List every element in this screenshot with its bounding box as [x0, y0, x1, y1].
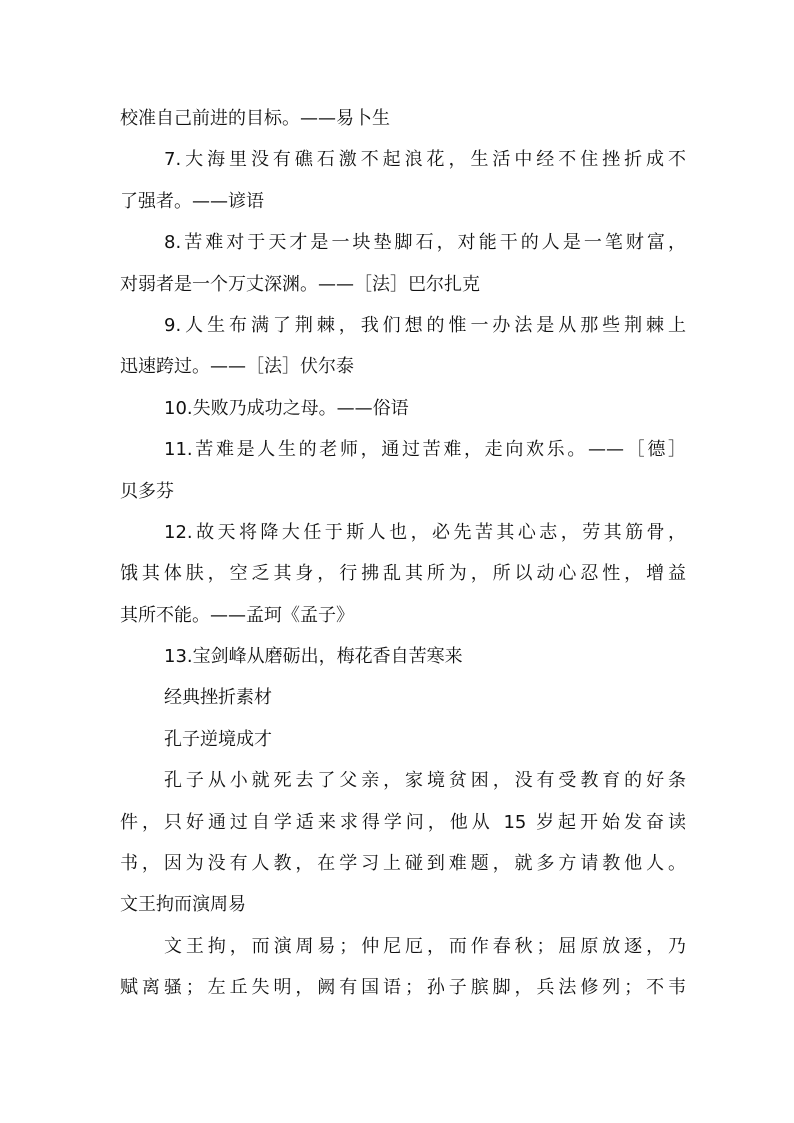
- quote-9-line-1: 9.人生布满了荆棘，我们想的惟一办法是从那些荆棘上: [164, 314, 686, 336]
- confucius-paragraph-line-2: 件，只好通过自学适来求得学问，他从 15 岁起开始发奋读: [120, 811, 686, 833]
- king-wen-paragraph-line-1: 文王拘，而演周易；仲尼厄，而作春秋；屈原放逐，乃: [164, 935, 686, 957]
- quote-7-line-1: 7.大海里没有礁石激不起浪花，生活中经不住挫折成不: [164, 149, 686, 171]
- section-heading: 经典挫折素材: [164, 687, 272, 709]
- subheading-king-wen: 文王拘而演周易: [120, 894, 246, 916]
- quote-12-line-2: 饿其体肤，空乏其身，行拂乱其所为，所以动心忍性，增益: [120, 563, 686, 585]
- quote-7-line-2: 了强者。——谚语: [120, 190, 264, 212]
- quote-10: 10.失败乃成功之母。——俗语: [164, 397, 409, 419]
- document-page: [120, 98, 686, 1009]
- confucius-paragraph-line-1: 孔子从小就死去了父亲，家境贫困，没有受教育的好条: [164, 770, 686, 792]
- king-wen-paragraph-line-2: 赋离骚；左丘失明，阙有国语；孙子膑脚，兵法修列；不韦: [120, 977, 686, 999]
- quote-9-line-2: 迅速跨过。——［法］伏尔泰: [120, 356, 354, 378]
- quote-11-line-2: 贝多芬: [120, 480, 174, 502]
- quote-13: 13.宝剑峰从磨砺出，梅花香自苦寒来: [164, 646, 463, 668]
- quote-12-line-3: 其所不能。——孟珂《孟子》: [120, 604, 354, 626]
- confucius-paragraph-line-3: 书，因为没有人教，在学习上碰到难题，就多方请教他人。: [120, 853, 686, 875]
- quote-8-line-1: 8.苦难对于天才是一块垫脚石，对能干的人是一笔财富，: [164, 232, 686, 254]
- subheading-confucius: 孔子逆境成才: [164, 728, 272, 750]
- quote-12-line-1: 12.故天将降大任于斯人也，必先苦其心志，劳其筋骨，: [164, 521, 686, 543]
- text-line: 校准自己前进的目标。——易卜生: [120, 108, 390, 129]
- quote-8-line-2: 对弱者是一个万丈深渊。——［法］巴尔扎克: [120, 273, 480, 295]
- quote-11-line-1: 11.苦难是人生的老师，通过苦难，走向欢乐。——［德］: [164, 439, 686, 461]
